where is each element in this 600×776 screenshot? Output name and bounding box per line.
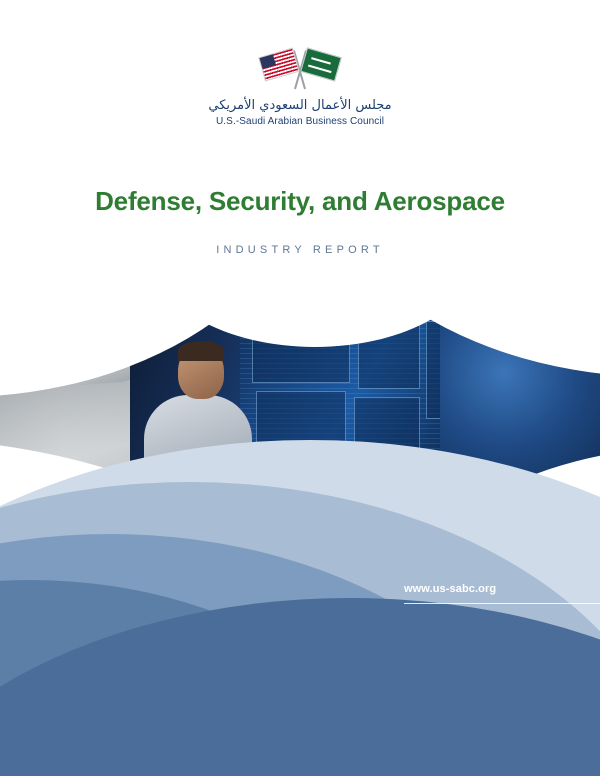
organization-logo (0, 46, 600, 127)
page-subtitle: INDUSTRY REPORT (216, 244, 384, 256)
website-underline (404, 603, 600, 604)
saudi-arabia-flag-icon (300, 48, 341, 82)
organization-name-english: U.S.-Saudi Arabian Business Council (215, 116, 385, 127)
website-url[interactable]: www.us-sabc.org (404, 583, 497, 595)
flags-emblem (245, 46, 355, 92)
page-title: Defense, Security, and Aerospace (95, 186, 505, 216)
organization-name-arabic: مجلس الأعمال السعودي الأمريكي (208, 98, 392, 113)
engineer-hair-shape (178, 341, 224, 361)
us-flag-icon (258, 48, 299, 82)
